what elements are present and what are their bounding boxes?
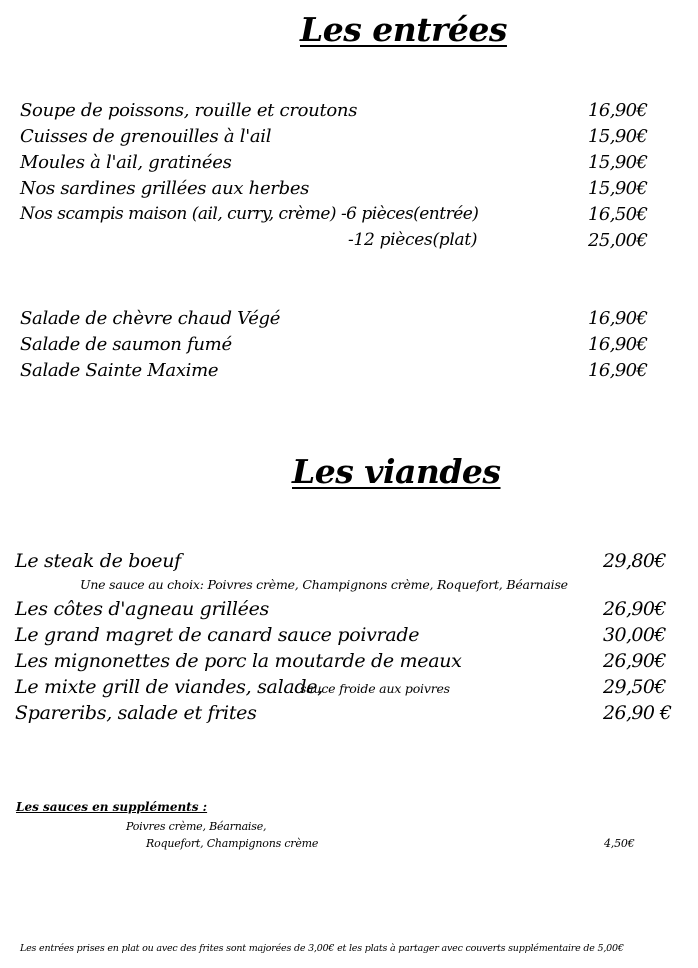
menu-item-price: 16,90€ — [588, 308, 648, 329]
menu-item-price: 15,90€ — [588, 126, 648, 147]
menu-item-price: 15,90€ — [588, 152, 648, 173]
menu-item-price: 16,50€ — [588, 204, 648, 225]
menu-item-name: Salade de chèvre chaud Végé — [20, 308, 281, 329]
menu-item-price: 29,50€ — [603, 676, 666, 698]
menu-item-name: Les côtes d'agneau grillées — [15, 598, 269, 620]
menu-item-name: Spareribs, salade et frites — [15, 702, 257, 724]
menu-item-name: Nos sardines grillées aux herbes — [20, 178, 310, 199]
sauces-line: Roquefort, Champignons crème — [146, 837, 319, 850]
menu-item-name: Salade Sainte Maxime — [20, 360, 219, 381]
menu-item-name: Les mignonettes de porc la moutarde de meaux — [15, 650, 462, 672]
entrees-heading: Les entrées — [300, 10, 507, 49]
mixte-grill-note: sauce froide aux poivres — [300, 681, 450, 696]
sauces-line: Poivres crème, Béarnaise, — [126, 820, 267, 833]
menu-item-price: 26,90€ — [603, 598, 666, 620]
menu-item-price: 30,00€ — [603, 624, 666, 646]
menu-item-name: Cuisses de grenouilles à l'ail — [20, 126, 272, 147]
menu-item-name: Le grand magret de canard sauce poivrade — [15, 624, 420, 646]
menu-item-name: Le mixte grill de viandes, salade, — [15, 676, 323, 698]
footer-note: Les entrées prises en plat ou avec des frites sont majorées de 3,00€ et les plats à partager avec couverts supplémentaire de 5,00€ — [20, 943, 624, 954]
menu-item-price: 16,90€ — [588, 100, 648, 121]
menu-item-price: 15,90€ — [588, 178, 648, 199]
menu-item-name: Soupe de poissons, rouille et croutons — [20, 100, 358, 121]
viandes-heading: Les viandes — [292, 452, 501, 491]
menu-item-price: 26,90 € — [603, 702, 672, 724]
menu-item-price: 16,90€ — [588, 360, 648, 381]
sauces-title: Les sauces en suppléments : — [16, 800, 208, 814]
menu-item-price: 26,90€ — [603, 650, 666, 672]
menu-item-price: 16,90€ — [588, 334, 648, 355]
menu-item-price: 29,80€ — [603, 550, 666, 572]
menu-item-name: Le steak de boeuf — [15, 550, 181, 572]
sauce-choice-note: Une sauce au choix: Poivres crème, Champignons crème, Roquefort, Béarnaise — [80, 577, 568, 592]
menu-item-name: Nos scampis maison (ail, curry, crème) -6 pièces(entrée) — [20, 204, 479, 224]
menu-item-name: Moules à l'ail, gratinées — [20, 152, 232, 173]
menu-item-name: Salade de saumon fumé — [20, 334, 232, 355]
menu-item-name: -12 pièces(plat) — [348, 230, 478, 250]
sauces-price: 4,50€ — [604, 837, 635, 850]
menu-item-price: 25,00€ — [588, 230, 648, 251]
